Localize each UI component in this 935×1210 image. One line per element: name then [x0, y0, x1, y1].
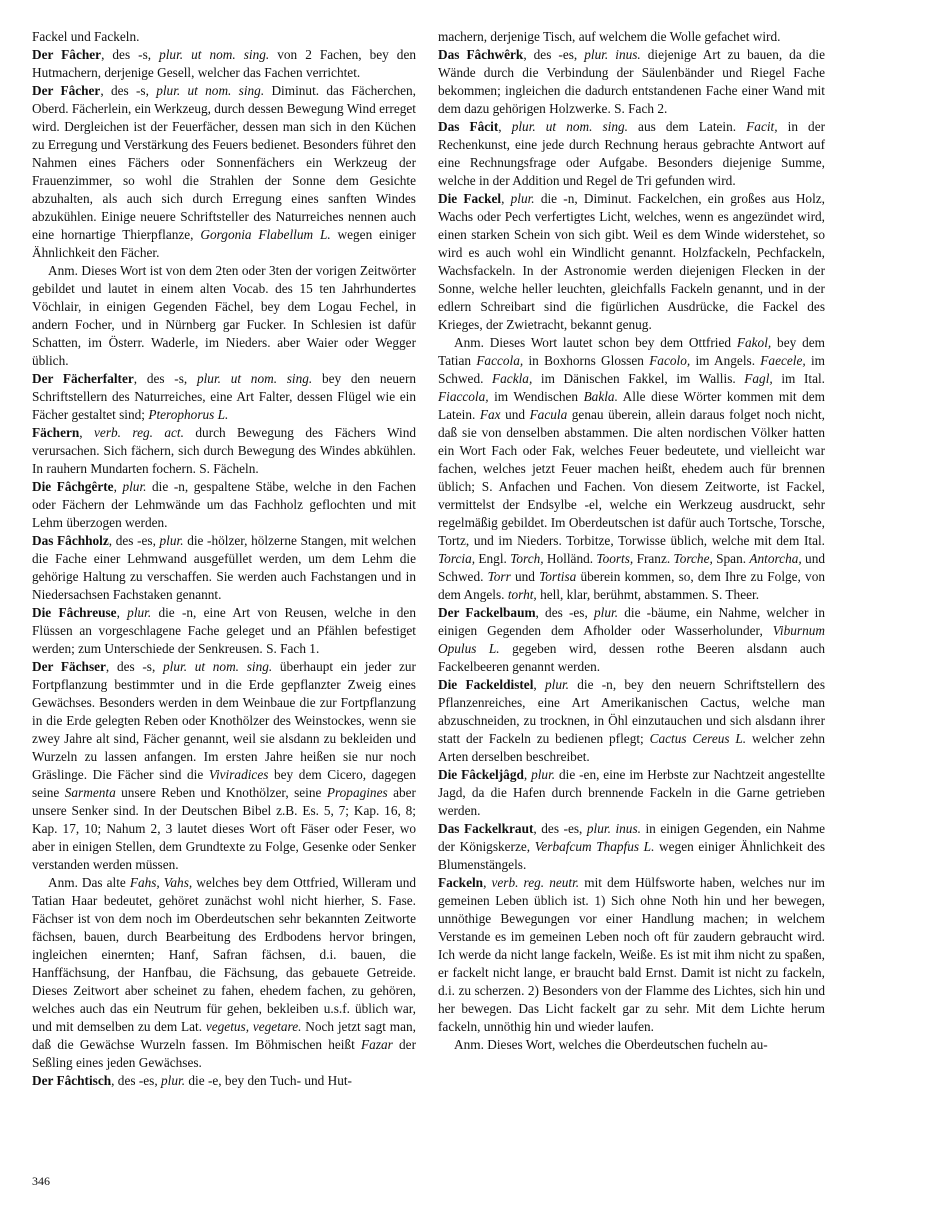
- entry-text: die -en, eine im Herbste zur Nachtzeit angestellte Jagd, da die Hafen durch brennende Fackeln in die Garne getrieben werden.: [438, 767, 825, 818]
- entry-text: , des -es,: [523, 47, 585, 62]
- headword: Der Fächser: [32, 659, 106, 674]
- italic-text: Fagl,: [744, 371, 773, 386]
- entry-text: Anm. Dieses Wort ist von dem 2ten oder 3ten der vorigen Zeitwörter gebildet und lautet in einem alten Vocab. des 15 ten Jahrhundertes Vöchlair, in einigen Gegenden Fächel, bey dem Logau Fechel, in andern Focher, und in Nürnberg gar Fucker. In Schlesien ist dafür Schatten, im Österr. Waderle, im Nieders. aber Waier oder Wegger üblich.: [32, 263, 416, 368]
- dictionary-entry: [438, 118, 825, 190]
- entry-text: genau überein, allein daraus folget noch nicht, daß sie von denselben abstammen. Die alten nordischen Völker hatten ein Wort Fach oder Fak, welches Feuer bedeutete, und vielleicht war fachen, welches jetzt Feuer machen heißt, ehedem auch für brennen üblich; S. Anfachen und Fachen. Von diesem Zeitworte, ist Fackel, vermittelst der Endsylbe -el, welche ein Werkzeug ausdruckt, sehr regelmäßig gebildet. Im Oberdeutschen ist dafür auch Tortsche, Torsche, Tortz, und im Nieders. Torbitze, Torwisse üblich, welche mit dem Ital.: [438, 407, 825, 548]
- entry-text: ,: [79, 425, 95, 440]
- entry-text: Engl.: [475, 551, 511, 566]
- entry-text: Noch jetzt sagt man, daß die Gewächse Wurzeln fassen. Im Böhmischen heißt: [32, 1019, 416, 1052]
- italic-text: vegetus, vegetare.: [205, 1019, 302, 1034]
- entry-text: unsere Reben und Knothölzer, seine: [115, 785, 327, 800]
- italic-text: Verbafcum Thapfus L.: [534, 839, 655, 854]
- dictionary-entry: [32, 874, 416, 1072]
- entry-text: Fackel und Fackeln.: [32, 29, 140, 44]
- entry-text: Span.: [712, 551, 750, 566]
- entry-text: , des -es,: [535, 605, 594, 620]
- entry-text: , des -es,: [108, 533, 160, 548]
- dictionary-entry: [438, 676, 825, 766]
- entry-text: bey dem Tatian: [438, 335, 825, 368]
- italic-text: plur. inus.: [584, 47, 641, 62]
- italic-text: Faecele,: [760, 353, 806, 368]
- italic-text: plur. inus.: [586, 821, 641, 836]
- entry-text: die -n, gespaltene Stäbe, welche in den Fachen oder Fächern der Lehmwände um das Fachholz geflochten und mit Lehm überzogen werden.: [32, 479, 417, 530]
- italic-text: Sarmenta: [64, 785, 116, 800]
- dictionary-entry: [438, 874, 825, 1036]
- dictionary-entry: [438, 766, 825, 820]
- entry-text: die -n, Diminut. Fackelchen, ein großes aus Holz, Wachs oder Pech verfertigtes Licht, welches, wenn es angezündet wird, einen starken Schein von sich gibt. Weil es dem Winde widerstehet, so wird es auch wohl ein Windlicht genannt. Holzfackeln, Pechfackeln, Wachsfackeln. In der Astronomie werden diejenigen Flecken in der Sonne, welche heller leuchten, gleichfalls Fackeln genannt, und in der edlern Schreibart sind die figürlichen Ausdrücke, die Fackel des Krieges, der Zwietracht, bekannt genug.: [438, 191, 825, 332]
- headword: Das Fâchholz: [32, 533, 109, 548]
- entry-text: , des -s,: [133, 371, 197, 386]
- headword: Die Fâchreuse: [32, 605, 117, 620]
- right-column: [438, 28, 825, 1054]
- headword: Die Fâchgêrte: [32, 479, 114, 494]
- entry-text: ,: [533, 677, 545, 692]
- headword: Fächern: [32, 425, 80, 440]
- dictionary-entry: [32, 532, 416, 604]
- dictionary-entry: [32, 46, 416, 82]
- entry-text: im Wendischen: [488, 389, 584, 404]
- page-number: 346: [32, 1174, 50, 1188]
- dictionary-entry: [438, 46, 825, 118]
- entry-text: Anm. Dieses Wort, welches die Oberdeutschen fucheln au-: [454, 1037, 768, 1052]
- italic-text: Viburnum Opulus L.: [438, 623, 825, 656]
- entry-text: im Angels.: [690, 353, 761, 368]
- entry-text: durch Bewegung des Fächers Wind verursachen. Sich fächern, sich durch Bewegung des Windes abkühlen. In rauhern Mundarten fochern. S. Fächeln.: [32, 425, 416, 476]
- italic-text: Fazar: [361, 1037, 393, 1052]
- italic-text: plur.: [510, 191, 535, 206]
- entry-text: in der Rechenkunst, eine jede durch Rechnung heraus gebrachte Antwort auf eine Rechnungsfrage oder Aufgabe. Besonders diejenige Summe, welche in der Addition und Regel de Tri gefunden wird.: [438, 119, 826, 188]
- italic-text: plur.: [531, 767, 556, 782]
- entry-text: von 2 Fachen, bey den Hutmachern, derjenige Gesell, welcher das Fachen verrichtet.: [32, 47, 417, 80]
- entry-text: die -bäume, ein Nahme, welcher in einigen Gegenden dem Afholder oder Wasserholunder,: [438, 605, 825, 638]
- entry-text: die -hölzer, hölzerne Stangen, mit welchen die Fache einer Lehmwand ausgefüllet werden, um dem Lehm die gehörige Haltung zu verschaffen. Sie werden auch Fachstangen und in Niedersachsen Fachstaken genannt.: [32, 533, 416, 602]
- italic-text: verb. reg. act.: [94, 425, 184, 440]
- left-column: [32, 28, 416, 1090]
- entry-text: und: [500, 407, 530, 422]
- entry-text: , des -s,: [105, 659, 164, 674]
- italic-text: Torch,: [510, 551, 544, 566]
- italic-text: plur.: [544, 677, 570, 692]
- italic-text: verb. reg. neutr.: [491, 875, 580, 890]
- italic-text: plur. ut nom. sing.: [156, 83, 265, 98]
- dictionary-entry: [438, 334, 825, 604]
- entry-text: ,: [483, 875, 492, 890]
- dictionary-entry: [32, 658, 416, 874]
- dictionary-entry: [438, 1036, 825, 1054]
- entry-text: im Dänischen Fakkel, im Wallis.: [532, 371, 745, 386]
- dictionary-entry: [438, 604, 825, 676]
- entry-text: Diminut. das Fächerchen, Oberd. Fächerlein, ein Werkzeug, durch dessen Bewegung Wind erreget wird. Dergleichen ist der Feuerfächer, dessen man sich in den Küchen zu Erregung und Verstärkung des Feuers bedienet. Besonders führet den Nahmen eines Fächers oder Sonnenfächers ein Werkzeug der Frauenzimmer, so wohl die Strahlen der Sonne dem Gesichte abzuhalten, als auch sich durch Erregung eines sanften Windes abzukühlen. Einige neuere Schriftsteller des Naturreiches nennen auch eine hornartige Thierpflanze,: [32, 83, 417, 242]
- italic-text: Torr: [487, 569, 511, 584]
- headword: Der Fâcher: [32, 83, 101, 98]
- italic-text: Fakol,: [736, 335, 772, 350]
- entry-text: in einigen Gegenden, ein Nahme der Königskerze,: [438, 821, 825, 854]
- entry-text: welcher zehn Arten derselben beschreibet.: [438, 731, 825, 764]
- entry-text: und Schwed.: [438, 551, 825, 584]
- italic-text: Torcia,: [438, 551, 476, 566]
- entry-text: die -e, bey den Tuch- und Hut-: [185, 1073, 352, 1088]
- dictionary-entry: [32, 262, 416, 370]
- dictionary-entry: [32, 1072, 416, 1090]
- italic-text: plur. ut nom. sing.: [163, 659, 273, 674]
- dictionary-entry: [32, 28, 416, 46]
- italic-text: plur.: [161, 1073, 186, 1088]
- italic-text: plur.: [127, 605, 152, 620]
- entry-text: Franz.: [633, 551, 674, 566]
- italic-text: Pterophorus L.: [148, 407, 229, 422]
- dictionary-entry: [438, 190, 825, 334]
- dictionary-entry: [32, 604, 416, 658]
- italic-text: Bakla.: [583, 389, 618, 404]
- entry-text: , des -s,: [100, 83, 157, 98]
- headword: Das Fâchwêrk: [438, 47, 524, 62]
- italic-text: plur. ut nom. sing.: [511, 119, 628, 134]
- italic-text: plur. ut nom. sing.: [159, 47, 270, 62]
- italic-text: Viviradices: [208, 767, 269, 782]
- italic-text: Faccola,: [476, 353, 524, 368]
- dictionary-entry: [32, 478, 416, 532]
- headword: Der Fâchtisch: [32, 1073, 112, 1088]
- italic-text: plur.: [594, 605, 619, 620]
- entry-text: Holländ.: [543, 551, 597, 566]
- entry-text: ,: [113, 479, 123, 494]
- entry-text: überein kommen, so, dem Ihre zu Folge, von dem Angels.: [438, 569, 826, 602]
- headword: Die Fackel: [438, 191, 502, 206]
- entry-text: machern, derjenige Tisch, auf welchem die Wolle gefachet wird.: [438, 29, 781, 44]
- italic-text: Tortisa: [539, 569, 577, 584]
- italic-text: Facula: [529, 407, 568, 422]
- dictionary-entry: [32, 424, 416, 478]
- dictionary-entry: [438, 28, 825, 46]
- entry-text: die -n, eine Art von Reusen, welche in den Flüssen an vorgeschlagene Fache geleget und an Pfählen befestiget werden; zum Unterschiede der Senkreusen. S. Fach 1.: [32, 605, 416, 656]
- entry-text: , des -s,: [101, 47, 160, 62]
- dictionary-entry: [438, 820, 825, 874]
- entry-text: welches bey dem Ottfried, Willeram und Tatian Haar bedeutet, gehöret zunächst wohl nicht hierher, S. Fase. Fächser ist von dem noch im Oberdeutschen sehr bekannten Zeitworte fächsen, bauen, durch Bearbeitung des Erdbodens hervor bringen, ingleichen einernten; Hanf, Safran fächsen, d.i. bauen, die Hanffächsung, der Hanfbau, die Fächsung, das gebauete Getreide. Dieses Zeitwort aber scheinet zu fahen, ehedem fachen, zu gehören, welches auch das ein Neutrum für gehen, bekleiben u.s.f. üblich war, und mit demselben zu dem Lat.: [32, 875, 416, 1034]
- entry-text: ,: [523, 767, 532, 782]
- entry-text: bey den neuern Schriftstellern des Naturreiches, eine Art Falter, dessen Flügel wie ein Fächer gestaltet sind;: [32, 371, 417, 422]
- italic-text: Fackla,: [492, 371, 533, 386]
- italic-text: plur.: [159, 533, 184, 548]
- entry-text: im Ital.: [772, 371, 826, 386]
- entry-text: hell, klar, berühmt, abstammen. S. Theer.: [536, 587, 760, 602]
- italic-text: Propagines: [326, 785, 388, 800]
- entry-text: im Schwed.: [438, 353, 826, 386]
- dictionary-entry: [32, 370, 416, 424]
- headword: Die Fâckeljâgd: [438, 767, 524, 782]
- entry-text: ,: [501, 191, 511, 206]
- entry-text: in Boxhorns Glossen: [523, 353, 650, 368]
- entry-text: gegeben wird, dessen rothe Beeren alsdann auch Fackelbeeren genannt werden.: [438, 641, 825, 674]
- headword: Der Fächerfalter: [32, 371, 134, 386]
- italic-text: Fahs, Vahs,: [129, 875, 193, 890]
- headword: Die Fackeldistel: [438, 677, 534, 692]
- entry-text: , des -es,: [111, 1073, 162, 1088]
- italic-text: Antorcha,: [749, 551, 802, 566]
- entry-text: , des -es,: [533, 821, 587, 836]
- italic-text: Gorgonia Flabellum L.: [200, 227, 331, 242]
- entry-text: Anm. Dieses Wort lautet schon bey dem Ottfried: [454, 335, 737, 350]
- headword: Das Fackelkraut: [438, 821, 534, 836]
- entry-text: ,: [116, 605, 128, 620]
- entry-text: diejenige Art zu bauen, da die Wände durch die Verbindung der Säulenbänder und Riegel Fache bekommen; ingleichen die dadurch entstandenen Fache einer Wand mit dem dazu gehörigen Holzwerke. S. Fach 2.: [438, 47, 825, 116]
- entry-text: wegen einiger Ähnlichkeit des Blumenstängels.: [438, 839, 825, 872]
- italic-text: Fax: [479, 407, 501, 422]
- headword: Der Fackelbaum: [438, 605, 536, 620]
- entry-text: überhaupt ein jeder zur Fortpflanzung bestimmter und in die Erde gepflanzter Zweig eines Gewächses. Besonders werden in dem Weinbaue die zur Fortpflanzung in die Erde gelegten Reben oder Knothölzer des Weinstockes, wenn sie zwey Jahre alt sind, Fächer genannt, weil sie alsdann zu bekleiden und Wurzeln zu lassen anfangen. Im ersten Jahre heißen sie nur noch Gräslinge. Die Fächer sind die: [32, 659, 416, 782]
- italic-text: Facit,: [746, 119, 778, 134]
- entry-text: wegen einiger Ähnlichkeit den Fächer.: [32, 227, 416, 260]
- entry-text: der Seßling eines jeden Gewächses.: [32, 1037, 417, 1070]
- entry-text: aber unsere Senker sind. In der Deutschen Bibel z.B. Es. 5, 7; Kap. 16, 8; Kap. 17, 10; Nahum 2, 3 lautet dieses Wort oft Fäser oder Feser, wo aber in einigen Stellen, dem Grundtexte zu Folge, Gesenke oder Senker verstanden werden müssen.: [32, 785, 416, 872]
- headword: Fackeln: [438, 875, 484, 890]
- dictionary-entry: [32, 82, 416, 262]
- entry-text: bey dem Cicero, dagegen seine: [32, 767, 416, 800]
- headword: Das Fâcit: [438, 119, 499, 134]
- entry-text: die -n, bey den neuern Schriftstellern des Pflanzenreiches, eine Art Amerikanischen Cactus, welche man abzuschneiden, zu trocknen, in Öhl einzutauchen und sich alsdann ihrer statt der Fackeln zu bedienen pflegt;: [438, 677, 825, 746]
- italic-text: torht,: [507, 587, 537, 602]
- italic-text: plur. ut nom. sing.: [196, 371, 313, 386]
- italic-text: Toorts,: [596, 551, 634, 566]
- entry-text: mit dem Hülfsworte haben, welches nur im gemeinen Leben üblich ist. 1) Sich ohne Noth hin und her bewegen, unnöthige Bewegungen vor einer Handlung machen; in welchem Verstande es im gemeinen Leben noch oft für zaudern gebraucht wird. Ich werde da nicht lange fackeln, Weiße. Es ist mit ihm nicht zu spaßen, er fackelt nicht lange, er braucht bald Ernst. Damit ist nicht zu fackeln, d.i. zu scherzen. 2) Besonders von der Flamme des Lichtes, sich hin und her bewegen. Das Licht fackelt gar zu sehr. Mit dem Lichte herum fackeln, unnöthig hin und wieder laufen.: [438, 875, 825, 1034]
- italic-text: Fiaccola,: [438, 389, 489, 404]
- entry-text: und: [510, 569, 540, 584]
- headword: Der Fâcher: [32, 47, 102, 62]
- italic-text: Cactus Cereus L.: [649, 731, 747, 746]
- entry-text: Alle diese Wörter kommen mit dem Latein.: [438, 389, 825, 422]
- entry-text: Anm. Das alte: [48, 875, 130, 890]
- italic-text: plur.: [122, 479, 147, 494]
- entry-text: ,: [498, 119, 512, 134]
- entry-text: aus dem Latein.: [627, 119, 747, 134]
- italic-text: Torche,: [673, 551, 713, 566]
- italic-text: Facolo,: [649, 353, 691, 368]
